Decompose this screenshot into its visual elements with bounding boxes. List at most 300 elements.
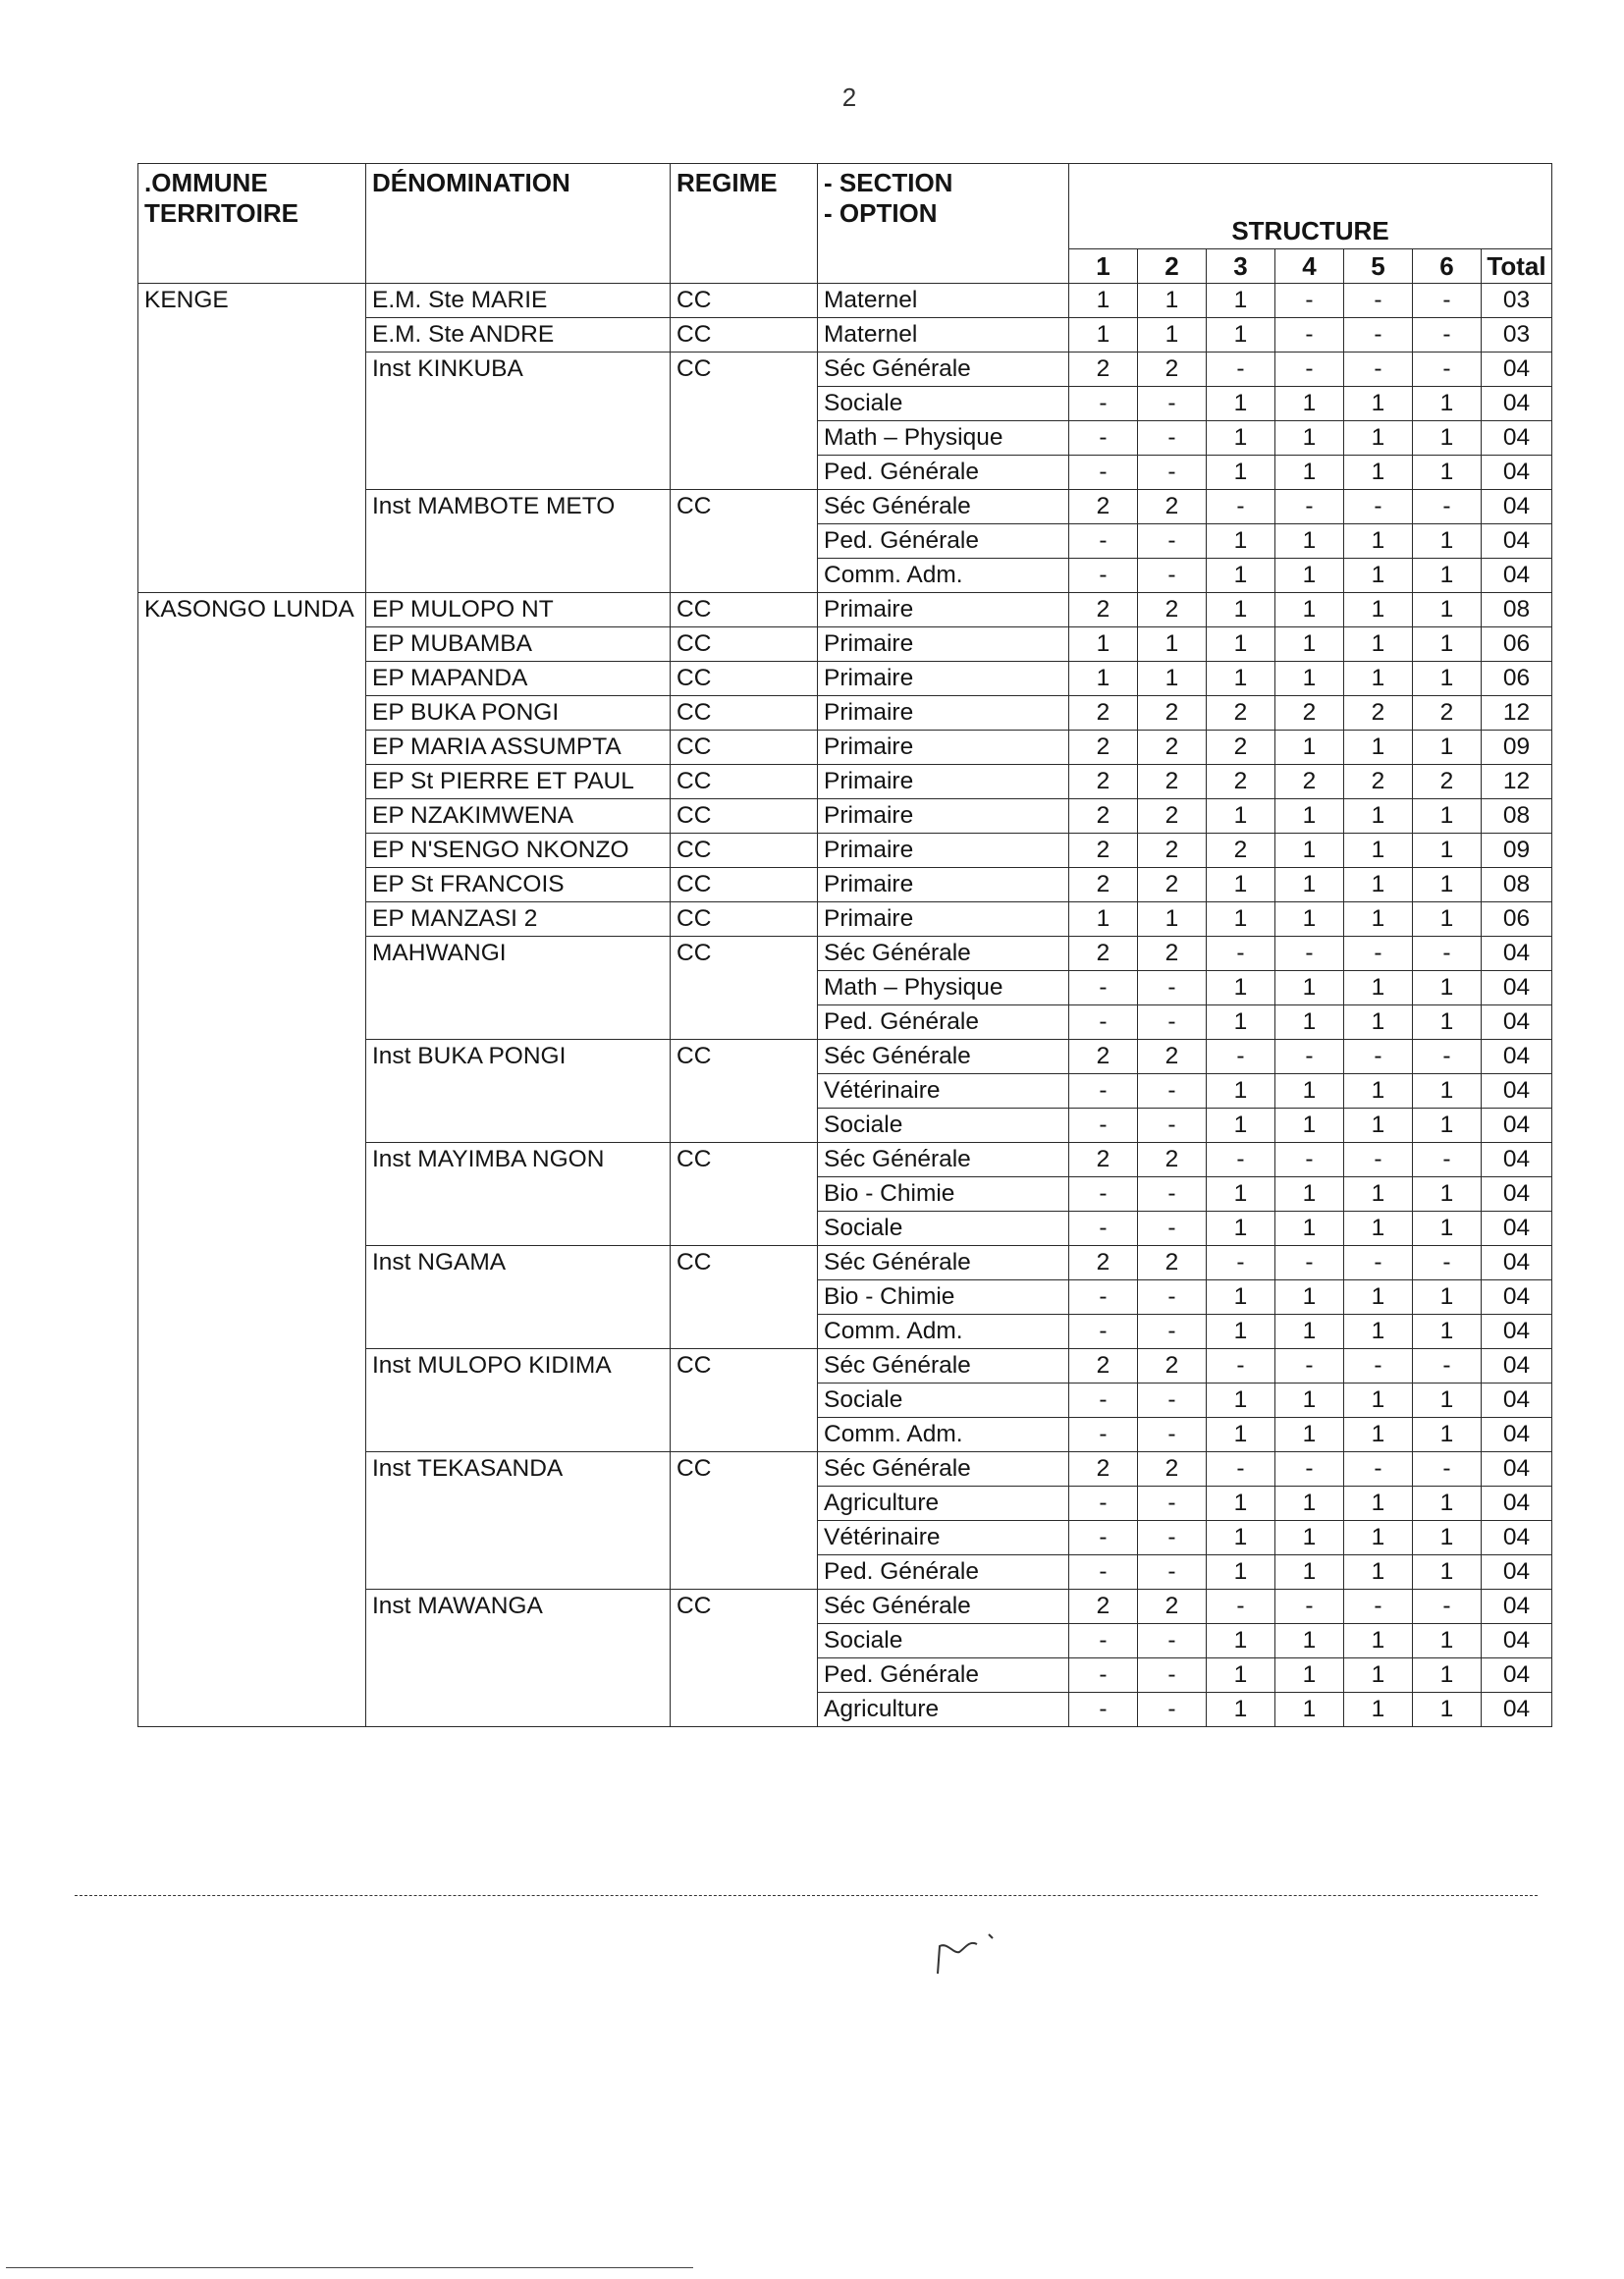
regime-cell: CC (671, 1452, 818, 1590)
year-3-cell: 1 (1207, 559, 1275, 593)
year-1-cell: 2 (1069, 868, 1138, 902)
section-cell: Ped. Générale (818, 1658, 1069, 1693)
year-5-cell: 1 (1344, 1418, 1413, 1452)
year-6-cell: - (1413, 318, 1482, 353)
total-cell: 08 (1482, 799, 1552, 834)
year-6-cell: - (1413, 284, 1482, 318)
year-2-cell: 2 (1138, 1246, 1207, 1280)
year-1-cell: 2 (1069, 1349, 1138, 1384)
year-3-cell: 1 (1207, 1624, 1275, 1658)
year-5-cell: 1 (1344, 524, 1413, 559)
year-6-cell: 1 (1413, 1177, 1482, 1212)
section-cell: Primaire (818, 593, 1069, 627)
school-structure-table (137, 163, 1552, 1727)
year-3-cell: 1 (1207, 421, 1275, 456)
year-4-cell: 1 (1275, 1177, 1344, 1212)
year-2-cell: - (1138, 1487, 1207, 1521)
school-name-cell: EP St PIERRE ET PAUL (366, 765, 671, 799)
section-cell: Comm. Adm. (818, 559, 1069, 593)
section-cell: Ped. Générale (818, 456, 1069, 490)
year-4-cell: 1 (1275, 1315, 1344, 1349)
year-3-cell: 1 (1207, 1418, 1275, 1452)
total-cell: 04 (1482, 1212, 1552, 1246)
section-cell: Sociale (818, 387, 1069, 421)
year-5-cell: 1 (1344, 559, 1413, 593)
year-2-cell: - (1138, 1280, 1207, 1315)
total-cell: 04 (1482, 387, 1552, 421)
section-cell: Agriculture (818, 1693, 1069, 1727)
year-5-cell: 2 (1344, 765, 1413, 799)
section-cell: Séc Générale (818, 490, 1069, 524)
section-cell: Séc Générale (818, 1246, 1069, 1280)
school-name-cell: Inst NGAMA (366, 1246, 671, 1349)
year-3-cell: 1 (1207, 1658, 1275, 1693)
year-1-cell: 2 (1069, 696, 1138, 731)
year-5-cell: - (1344, 1246, 1413, 1280)
year-2-cell: 1 (1138, 662, 1207, 696)
year-4-cell: 2 (1275, 696, 1344, 731)
section-cell: Séc Générale (818, 1040, 1069, 1074)
year-2-cell: 2 (1138, 731, 1207, 765)
total-cell: 04 (1482, 1177, 1552, 1212)
section-cell: Comm. Adm. (818, 1315, 1069, 1349)
year-1-cell: 2 (1069, 834, 1138, 868)
year-2-cell: - (1138, 1109, 1207, 1143)
year-6-cell: 1 (1413, 902, 1482, 937)
total-cell: 04 (1482, 1624, 1552, 1658)
year-4-cell: 1 (1275, 1109, 1344, 1143)
year-4-cell: 1 (1275, 1521, 1344, 1555)
year-2-cell: 2 (1138, 1452, 1207, 1487)
year-4-cell: 1 (1275, 1693, 1344, 1727)
year-1-cell: 2 (1069, 1040, 1138, 1074)
header-year-5: 5 (1344, 249, 1413, 284)
year-4-cell: 1 (1275, 868, 1344, 902)
section-cell: Primaire (818, 834, 1069, 868)
year-4-cell: 1 (1275, 1384, 1344, 1418)
year-2-cell: - (1138, 421, 1207, 456)
year-5-cell: 1 (1344, 593, 1413, 627)
signature-mark (928, 1925, 1046, 1983)
year-4-cell: 1 (1275, 421, 1344, 456)
year-5-cell: 1 (1344, 387, 1413, 421)
total-cell: 04 (1482, 1418, 1552, 1452)
regime-cell: CC (671, 1349, 818, 1452)
total-cell: 04 (1482, 1109, 1552, 1143)
year-2-cell: - (1138, 1418, 1207, 1452)
total-cell: 08 (1482, 868, 1552, 902)
section-cell: Primaire (818, 731, 1069, 765)
year-4-cell: 1 (1275, 902, 1344, 937)
total-cell: 04 (1482, 1590, 1552, 1624)
year-2-cell: 2 (1138, 868, 1207, 902)
regime-cell: CC (671, 868, 818, 902)
year-2-cell: 2 (1138, 353, 1207, 387)
total-cell: 06 (1482, 902, 1552, 937)
year-5-cell: 1 (1344, 834, 1413, 868)
year-6-cell: 1 (1413, 1280, 1482, 1315)
header-section: - SECTION - OPTION (818, 164, 1069, 284)
section-cell: Bio - Chimie (818, 1177, 1069, 1212)
regime-cell: CC (671, 765, 818, 799)
section-cell: Séc Générale (818, 353, 1069, 387)
header-year-3: 3 (1207, 249, 1275, 284)
total-cell: 09 (1482, 731, 1552, 765)
year-6-cell: 1 (1413, 834, 1482, 868)
section-cell: Séc Générale (818, 1590, 1069, 1624)
year-2-cell: - (1138, 1212, 1207, 1246)
school-name-cell: EP N'SENGO NKONZO (366, 834, 671, 868)
year-6-cell: 1 (1413, 1487, 1482, 1521)
year-6-cell: 1 (1413, 1074, 1482, 1109)
total-cell: 04 (1482, 1280, 1552, 1315)
section-cell: Vétérinaire (818, 1074, 1069, 1109)
regime-cell: CC (671, 284, 818, 318)
year-5-cell: - (1344, 284, 1413, 318)
year-3-cell: 1 (1207, 456, 1275, 490)
year-1-cell: 1 (1069, 284, 1138, 318)
school-name-cell: EP MUBAMBA (366, 627, 671, 662)
year-1-cell: 1 (1069, 662, 1138, 696)
year-1-cell: - (1069, 456, 1138, 490)
year-4-cell: - (1275, 353, 1344, 387)
table-body (138, 284, 1552, 1727)
header-total: Total (1482, 249, 1552, 284)
section-cell: Sociale (818, 1384, 1069, 1418)
year-4-cell: 1 (1275, 1624, 1344, 1658)
year-3-cell: 1 (1207, 868, 1275, 902)
table-row (138, 593, 1552, 627)
year-4-cell: 1 (1275, 834, 1344, 868)
year-6-cell: 1 (1413, 1555, 1482, 1590)
year-4-cell: 1 (1275, 1074, 1344, 1109)
year-6-cell: 1 (1413, 387, 1482, 421)
year-4-cell: 1 (1275, 1555, 1344, 1590)
year-3-cell: 2 (1207, 765, 1275, 799)
year-5-cell: 1 (1344, 1658, 1413, 1693)
section-cell: Primaire (818, 799, 1069, 834)
total-cell: 04 (1482, 490, 1552, 524)
year-1-cell: - (1069, 1005, 1138, 1040)
year-2-cell: 2 (1138, 1143, 1207, 1177)
regime-cell: CC (671, 1590, 818, 1727)
year-1-cell: - (1069, 524, 1138, 559)
year-3-cell: 1 (1207, 971, 1275, 1005)
year-5-cell: 1 (1344, 1693, 1413, 1727)
section-cell: Séc Générale (818, 1349, 1069, 1384)
year-4-cell: 2 (1275, 765, 1344, 799)
total-cell: 04 (1482, 1074, 1552, 1109)
school-name-cell: EP MAPANDA (366, 662, 671, 696)
regime-cell: CC (671, 902, 818, 937)
year-3-cell: 1 (1207, 1693, 1275, 1727)
year-6-cell: 1 (1413, 559, 1482, 593)
year-2-cell: 2 (1138, 937, 1207, 971)
section-cell: Bio - Chimie (818, 1280, 1069, 1315)
school-name-cell: Inst MAWANGA (366, 1590, 671, 1727)
year-4-cell: 1 (1275, 971, 1344, 1005)
year-5-cell: - (1344, 937, 1413, 971)
section-cell: Sociale (818, 1109, 1069, 1143)
school-name-cell: EP St FRANCOIS (366, 868, 671, 902)
year-3-cell: 1 (1207, 1005, 1275, 1040)
year-4-cell: - (1275, 318, 1344, 353)
year-3-cell: 1 (1207, 799, 1275, 834)
year-6-cell: 1 (1413, 1624, 1482, 1658)
header-year-6: 6 (1413, 249, 1482, 284)
regime-cell: CC (671, 937, 818, 1040)
regime-cell: CC (671, 593, 818, 627)
year-1-cell: 1 (1069, 902, 1138, 937)
year-5-cell: 1 (1344, 1074, 1413, 1109)
header-year-1: 1 (1069, 249, 1138, 284)
year-5-cell: 1 (1344, 731, 1413, 765)
section-cell: Primaire (818, 902, 1069, 937)
year-1-cell: - (1069, 971, 1138, 1005)
section-cell: Vétérinaire (818, 1521, 1069, 1555)
year-3-cell: 1 (1207, 318, 1275, 353)
year-1-cell: - (1069, 1658, 1138, 1693)
year-6-cell: 1 (1413, 1315, 1482, 1349)
total-cell: 04 (1482, 421, 1552, 456)
year-6-cell: - (1413, 1590, 1482, 1624)
year-6-cell: 1 (1413, 524, 1482, 559)
total-cell: 04 (1482, 1384, 1552, 1418)
total-cell: 03 (1482, 318, 1552, 353)
year-3-cell: 2 (1207, 696, 1275, 731)
school-name-cell: Inst MULOPO KIDIMA (366, 1349, 671, 1452)
year-5-cell: 1 (1344, 456, 1413, 490)
year-3-cell: - (1207, 1040, 1275, 1074)
year-1-cell: 2 (1069, 1452, 1138, 1487)
year-6-cell: - (1413, 490, 1482, 524)
regime-cell: CC (671, 318, 818, 353)
year-4-cell: 1 (1275, 1005, 1344, 1040)
year-3-cell: 1 (1207, 593, 1275, 627)
year-4-cell: - (1275, 1143, 1344, 1177)
total-cell: 04 (1482, 1693, 1552, 1727)
year-3-cell: 1 (1207, 1555, 1275, 1590)
year-1-cell: 2 (1069, 490, 1138, 524)
school-name-cell: EP MARIA ASSUMPTA (366, 731, 671, 765)
year-3-cell: - (1207, 1590, 1275, 1624)
year-5-cell: 1 (1344, 1487, 1413, 1521)
year-6-cell: - (1413, 1452, 1482, 1487)
year-3-cell: 1 (1207, 1384, 1275, 1418)
year-5-cell: - (1344, 353, 1413, 387)
territory-cell: KENGE (138, 284, 366, 593)
school-name-cell: Inst MAYIMBA NGON (366, 1143, 671, 1246)
year-3-cell: 1 (1207, 1280, 1275, 1315)
year-4-cell: - (1275, 1590, 1344, 1624)
school-name-cell: E.M. Ste ANDRE (366, 318, 671, 353)
school-name-cell: E.M. Ste MARIE (366, 284, 671, 318)
total-cell: 08 (1482, 593, 1552, 627)
year-5-cell: - (1344, 490, 1413, 524)
year-5-cell: 1 (1344, 421, 1413, 456)
year-4-cell: - (1275, 284, 1344, 318)
year-6-cell: 1 (1413, 662, 1482, 696)
year-3-cell: 1 (1207, 902, 1275, 937)
year-1-cell: - (1069, 421, 1138, 456)
header-year-2: 2 (1138, 249, 1207, 284)
regime-cell: CC (671, 627, 818, 662)
year-3-cell: 1 (1207, 1487, 1275, 1521)
year-6-cell: - (1413, 937, 1482, 971)
header-structure: STRUCTURE (1069, 164, 1552, 249)
year-5-cell: 1 (1344, 868, 1413, 902)
year-1-cell: 2 (1069, 799, 1138, 834)
total-cell: 04 (1482, 524, 1552, 559)
year-5-cell: - (1344, 1143, 1413, 1177)
total-cell: 12 (1482, 765, 1552, 799)
year-1-cell: - (1069, 387, 1138, 421)
year-1-cell: - (1069, 1074, 1138, 1109)
school-name-cell: Inst TEKASANDA (366, 1452, 671, 1590)
territory-cell: KASONGO LUNDA (138, 593, 366, 1727)
section-cell: Séc Générale (818, 937, 1069, 971)
year-6-cell: 1 (1413, 593, 1482, 627)
year-6-cell: 1 (1413, 1658, 1482, 1693)
year-1-cell: 2 (1069, 765, 1138, 799)
year-3-cell: - (1207, 1349, 1275, 1384)
year-3-cell: 1 (1207, 524, 1275, 559)
year-6-cell: - (1413, 1143, 1482, 1177)
year-1-cell: - (1069, 1384, 1138, 1418)
year-5-cell: 1 (1344, 1212, 1413, 1246)
section-cell: Ped. Générale (818, 524, 1069, 559)
regime-cell: CC (671, 490, 818, 593)
year-1-cell: 2 (1069, 593, 1138, 627)
year-6-cell: - (1413, 1349, 1482, 1384)
year-2-cell: - (1138, 1005, 1207, 1040)
year-2-cell: 2 (1138, 1590, 1207, 1624)
year-2-cell: - (1138, 1555, 1207, 1590)
total-cell: 04 (1482, 937, 1552, 971)
year-2-cell: - (1138, 456, 1207, 490)
section-cell: Math – Physique (818, 421, 1069, 456)
year-2-cell: - (1138, 1315, 1207, 1349)
section-cell: Math – Physique (818, 971, 1069, 1005)
year-1-cell: - (1069, 1315, 1138, 1349)
year-5-cell: 1 (1344, 902, 1413, 937)
year-1-cell: 2 (1069, 1143, 1138, 1177)
year-2-cell: - (1138, 1624, 1207, 1658)
year-3-cell: 2 (1207, 731, 1275, 765)
page-number: 2 (841, 82, 857, 112)
year-1-cell: - (1069, 1177, 1138, 1212)
year-2-cell: - (1138, 1074, 1207, 1109)
year-3-cell: 1 (1207, 1109, 1275, 1143)
school-name-cell: Inst BUKA PONGI (366, 1040, 671, 1143)
year-5-cell: 1 (1344, 1555, 1413, 1590)
total-cell: 04 (1482, 1487, 1552, 1521)
year-2-cell: 2 (1138, 1040, 1207, 1074)
year-1-cell: - (1069, 1693, 1138, 1727)
year-4-cell: 1 (1275, 1487, 1344, 1521)
year-2-cell: - (1138, 1521, 1207, 1555)
year-4-cell: 1 (1275, 593, 1344, 627)
year-6-cell: - (1413, 1246, 1482, 1280)
section-cell: Primaire (818, 627, 1069, 662)
year-1-cell: - (1069, 1212, 1138, 1246)
year-4-cell: - (1275, 1452, 1344, 1487)
section-cell: Séc Générale (818, 1143, 1069, 1177)
year-3-cell: 1 (1207, 1074, 1275, 1109)
total-cell: 03 (1482, 284, 1552, 318)
regime-cell: CC (671, 353, 818, 490)
year-4-cell: 1 (1275, 524, 1344, 559)
year-3-cell: - (1207, 937, 1275, 971)
year-3-cell: 1 (1207, 1212, 1275, 1246)
year-5-cell: 1 (1344, 1005, 1413, 1040)
year-5-cell: - (1344, 1590, 1413, 1624)
year-5-cell: - (1344, 318, 1413, 353)
regime-cell: CC (671, 1143, 818, 1246)
school-name-cell: EP BUKA PONGI (366, 696, 671, 731)
year-1-cell: - (1069, 559, 1138, 593)
year-2-cell: - (1138, 1384, 1207, 1418)
year-1-cell: 2 (1069, 937, 1138, 971)
year-5-cell: 1 (1344, 1109, 1413, 1143)
total-cell: 04 (1482, 971, 1552, 1005)
regime-cell: CC (671, 1246, 818, 1349)
regime-cell: CC (671, 799, 818, 834)
year-6-cell: 1 (1413, 799, 1482, 834)
total-cell: 04 (1482, 1452, 1552, 1487)
year-4-cell: - (1275, 1246, 1344, 1280)
year-2-cell: 1 (1138, 284, 1207, 318)
year-6-cell: 2 (1413, 696, 1482, 731)
year-6-cell: 1 (1413, 1005, 1482, 1040)
year-6-cell: 1 (1413, 1109, 1482, 1143)
year-2-cell: 1 (1138, 902, 1207, 937)
year-2-cell: - (1138, 387, 1207, 421)
section-cell: Primaire (818, 868, 1069, 902)
year-4-cell: 1 (1275, 559, 1344, 593)
year-4-cell: - (1275, 1040, 1344, 1074)
year-4-cell: - (1275, 937, 1344, 971)
year-4-cell: 1 (1275, 1418, 1344, 1452)
year-1-cell: 1 (1069, 627, 1138, 662)
year-2-cell: 2 (1138, 696, 1207, 731)
section-cell: Primaire (818, 696, 1069, 731)
year-5-cell: 1 (1344, 971, 1413, 1005)
year-5-cell: 1 (1344, 799, 1413, 834)
school-name-cell: MAHWANGI (366, 937, 671, 1040)
year-4-cell: 1 (1275, 662, 1344, 696)
section-cell: Primaire (818, 765, 1069, 799)
year-1-cell: - (1069, 1555, 1138, 1590)
section-cell: Séc Générale (818, 1452, 1069, 1487)
total-cell: 06 (1482, 662, 1552, 696)
school-name-cell: Inst MAMBOTE METO (366, 490, 671, 593)
total-cell: 04 (1482, 1658, 1552, 1693)
year-6-cell: 1 (1413, 1521, 1482, 1555)
header-regime: REGIME (671, 164, 818, 284)
school-name-cell: Inst KINKUBA (366, 353, 671, 490)
regime-cell: CC (671, 662, 818, 696)
year-3-cell: - (1207, 1452, 1275, 1487)
year-6-cell: 1 (1413, 421, 1482, 456)
total-cell: 04 (1482, 456, 1552, 490)
section-cell: Comm. Adm. (818, 1418, 1069, 1452)
year-5-cell: 2 (1344, 696, 1413, 731)
total-cell: 04 (1482, 1315, 1552, 1349)
total-cell: 09 (1482, 834, 1552, 868)
year-2-cell: 2 (1138, 490, 1207, 524)
year-3-cell: 1 (1207, 1315, 1275, 1349)
